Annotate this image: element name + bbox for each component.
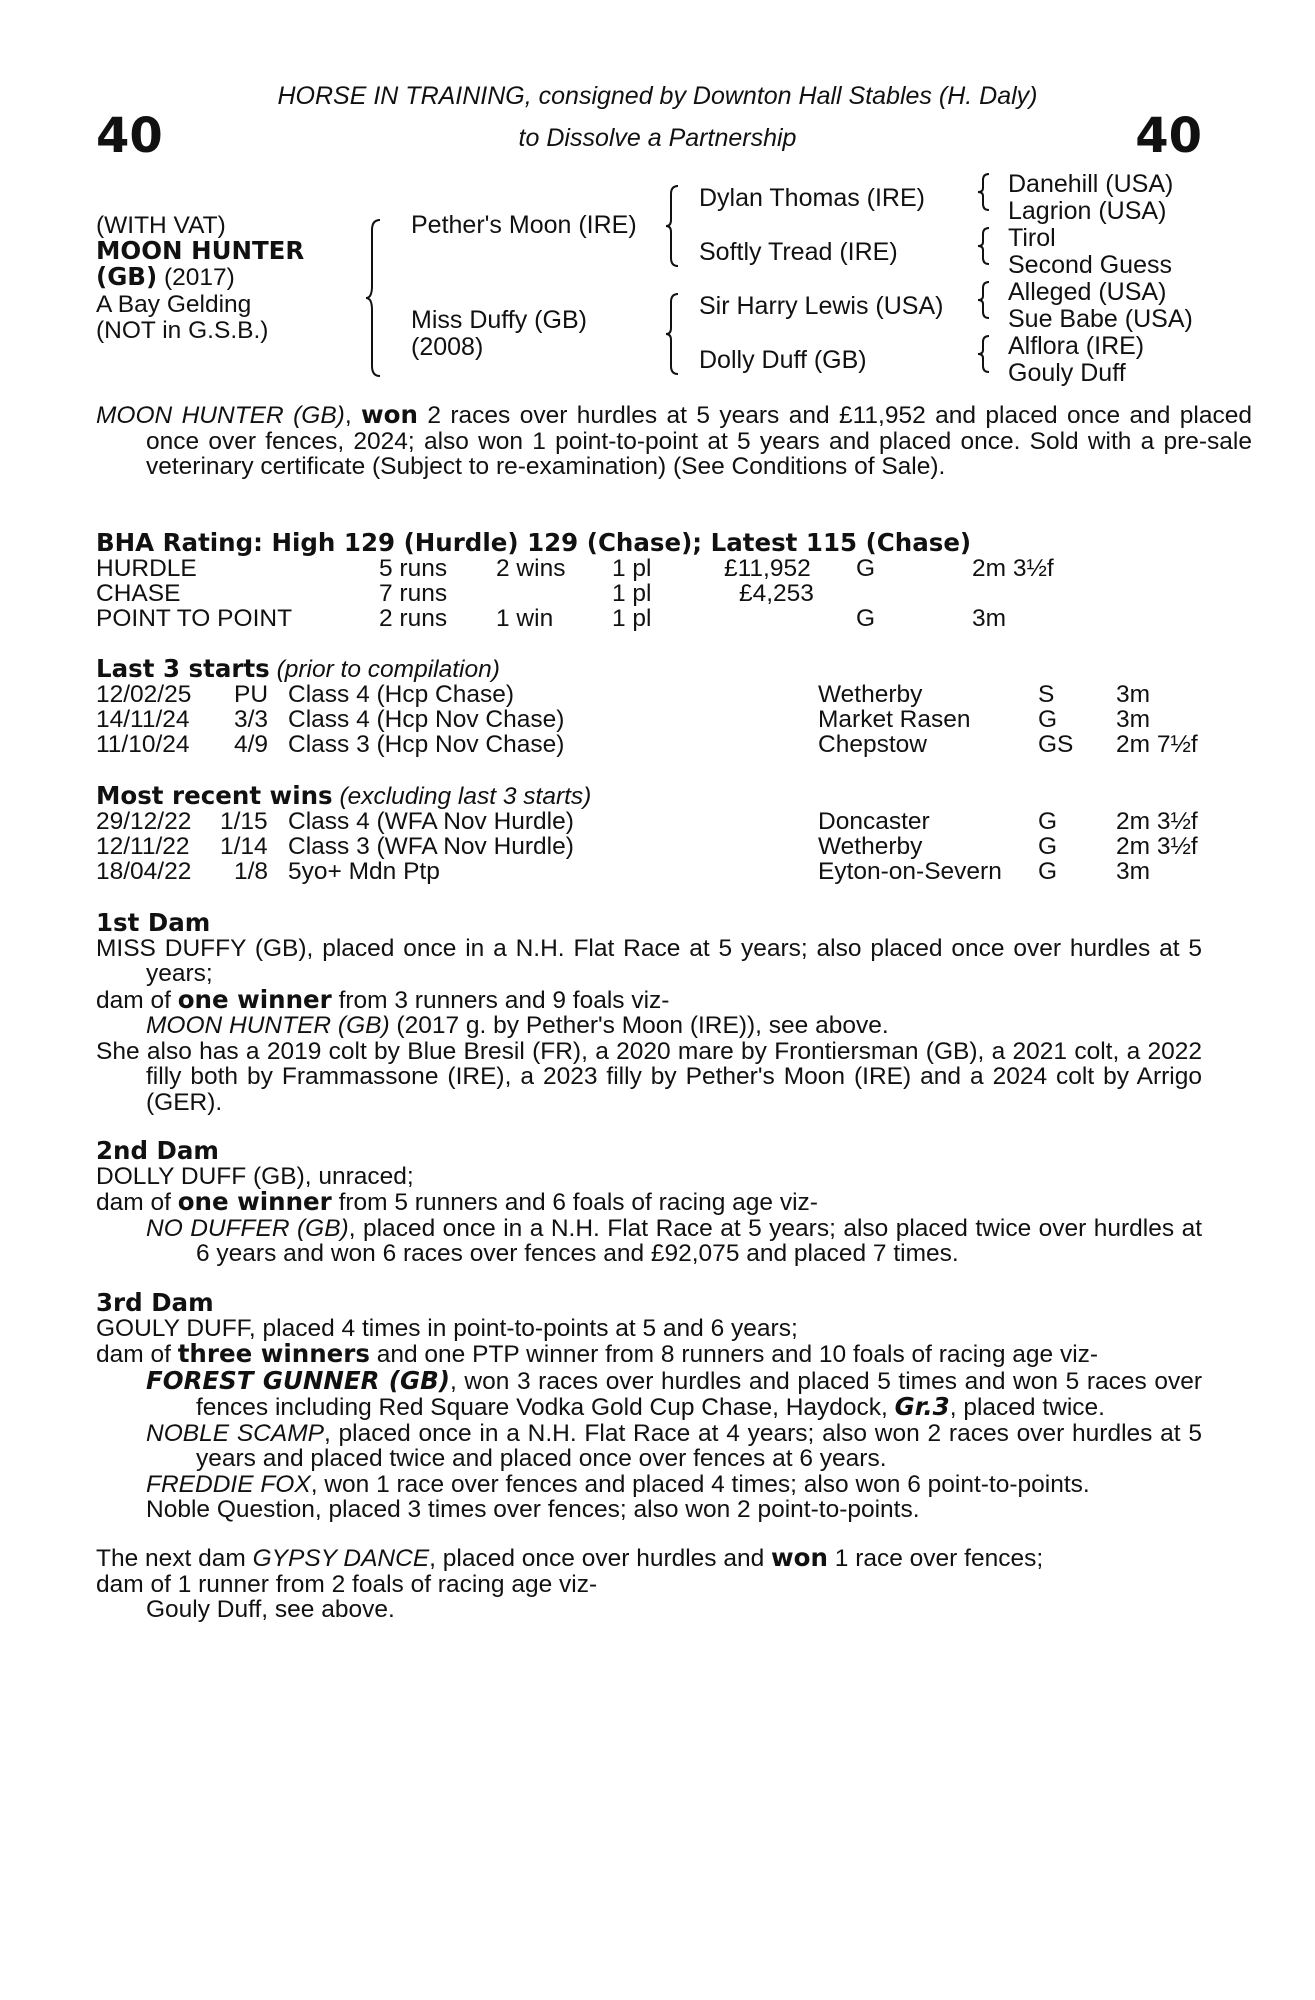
gg-3: Tirol bbox=[1008, 224, 1056, 252]
pedigree-brace-sire bbox=[666, 184, 682, 268]
progeny-text: , placed once in a N.H. Flat Race at 5 years; also placed twice over hurdles at 6 years and won 6 races over fences and £92,075 and placed 7 times. bbox=[196, 1214, 1203, 1267]
third-dam-of-a: dam of bbox=[96, 1341, 178, 1368]
progeny-name: FREDDIE FOX bbox=[146, 1470, 311, 1498]
rating-placed: 1 pl bbox=[612, 555, 652, 582]
rating-runs: 2 runs bbox=[379, 605, 448, 632]
gg-2: Lagrion (USA) bbox=[1008, 197, 1167, 225]
win-position: 1/14 bbox=[220, 833, 268, 860]
rating-placed: 1 pl bbox=[612, 580, 652, 607]
progeny-text: , won 3 races over hurdles and placed 5 times and won 5 races over fences including Red Square Vodka Gold Cup Chase, Haydock, bbox=[196, 1367, 1203, 1421]
third-dam-of-c: and one PTP winner from 8 runners and 10 foals of racing age viz- bbox=[369, 1341, 1099, 1368]
pedigree-brace-g1 bbox=[978, 172, 992, 212]
rating-prize: £4,253 bbox=[739, 580, 814, 607]
start-date: 11/10/24 bbox=[96, 731, 190, 758]
start-race: Class 3 (Hcp Nov Chase) bbox=[288, 731, 565, 758]
pedigree-brace-dam bbox=[666, 292, 682, 376]
second-dam-progeny bbox=[96, 1216, 1202, 1267]
next-dam-b: , placed once over hurdles and bbox=[429, 1545, 772, 1572]
rating-going: G bbox=[856, 605, 876, 632]
progeny-text: , won 1 race over fences and placed 4 times; also won 6 point-to-points. bbox=[310, 1470, 1090, 1498]
second-dam-title: 2nd Dam bbox=[96, 1136, 219, 1165]
rating-placed: 1 pl bbox=[612, 605, 652, 632]
third-dam-title: 3rd Dam bbox=[96, 1288, 214, 1317]
gg-6: Sue Babe (USA) bbox=[1008, 305, 1193, 333]
lot-number-right: 40 bbox=[1135, 108, 1202, 164]
first-dam-also: She also has a 2019 colt by Blue Bresil (FR), a 2020 mare by Frontiersman (GB), a 2021 colt, a 2022 filly both by Frammassone (IRE), a 2023 filly by Pether's Moon (IRE) and a 2024 colt by Arrigo (GER). bbox=[96, 1037, 1202, 1116]
next-dam-a: The next dam bbox=[96, 1545, 253, 1572]
start-distance: 2m 7½f bbox=[1116, 731, 1198, 758]
second-dam-of-c: from 5 runners and 6 foals of racing age viz- bbox=[331, 1189, 818, 1216]
start-position: PU bbox=[234, 681, 269, 708]
rating-type: CHASE bbox=[96, 580, 181, 607]
rating-going: G bbox=[856, 555, 876, 582]
first-dam-section bbox=[96, 910, 1202, 1115]
gg-4: Second Guess bbox=[1008, 251, 1172, 279]
win-course: Eyton-on-Severn bbox=[818, 858, 1002, 885]
dam-year: (2008) bbox=[411, 333, 484, 361]
start-date: 12/02/25 bbox=[96, 681, 192, 708]
next-dam-name: GYPSY DANCE bbox=[252, 1545, 430, 1572]
first-dam-title: 1st Dam bbox=[96, 908, 211, 937]
win-course: Wetherby bbox=[818, 833, 923, 860]
gg-1: Danehill (USA) bbox=[1008, 170, 1174, 198]
start-distance: 3m bbox=[1116, 706, 1151, 733]
gg-7: Alflora (IRE) bbox=[1008, 332, 1145, 360]
summary-text: 2 races over hurdles at 5 years and £11,952 and placed once and placed once over fences, 2024; also won 1 point-to-point at 5 years and placed once. Sold with a pre-sale veterinary certificate (Subject to re-examination) (See Conditions of Sale). bbox=[146, 402, 1253, 480]
rating-wins: 2 wins bbox=[496, 555, 566, 582]
win-distance: 2m 3½f bbox=[1116, 808, 1198, 835]
second-dam-produce bbox=[96, 1189, 1202, 1216]
sire: Pether's Moon (IRE) bbox=[411, 211, 637, 239]
first-dam-of-c: from 3 runners and 9 foals viz- bbox=[331, 986, 670, 1014]
rating-distance: 2m 3½f bbox=[972, 555, 1054, 582]
last3-note: (prior to compilation) bbox=[276, 656, 500, 683]
pedigree-brace-g3 bbox=[978, 280, 992, 320]
progeny-noble-scamp bbox=[96, 1421, 1202, 1472]
first-dam-winners: one winner bbox=[177, 984, 332, 1014]
progeny-name: NOBLE SCAMP bbox=[146, 1419, 324, 1447]
start-position: 4/9 bbox=[234, 731, 269, 758]
race-summary: MOON HUNTER (GB), won 2 races over hurdles at 5 years and £11,952 and placed once and placed once over fences, 2024; also won 1 point-to-point at 5 years and placed once. Sold with a pre-sale veterinary certificate (Subject to re-examination) (See Conditions of Sale). bbox=[96, 400, 1253, 480]
third-dam-section bbox=[96, 1290, 1202, 1523]
start-distance: 3m bbox=[1116, 681, 1151, 708]
grade-badge: Gr.3 bbox=[894, 1392, 950, 1421]
win-distance: 3m bbox=[1116, 858, 1151, 885]
progeny-text: , placed once in a N.H. Flat Race at 4 years; also won 2 races over hurdles at 5 years and placed twice and placed once over fences at 6 years. bbox=[196, 1419, 1202, 1472]
rating-distance: 3m bbox=[972, 605, 1007, 632]
next-dam-produce: dam of 1 runner from 2 foals of racing age viz- bbox=[96, 1570, 598, 1598]
win-date: 18/04/22 bbox=[96, 858, 192, 885]
second-dam-winners: one winner bbox=[177, 1187, 332, 1216]
gg-5: Alleged (USA) bbox=[1008, 278, 1167, 306]
win-course: Doncaster bbox=[818, 808, 930, 835]
third-dam-winners: three winners bbox=[177, 1339, 370, 1368]
start-date: 14/11/24 bbox=[96, 706, 190, 733]
rating-runs: 7 runs bbox=[379, 580, 448, 607]
second-dam-record: DOLLY DUFF (GB), unraced; bbox=[96, 1162, 414, 1190]
pedigree-brace-g2 bbox=[978, 226, 992, 266]
rating-type: HURDLE bbox=[96, 555, 197, 582]
vat-note: (WITH VAT) bbox=[96, 212, 226, 239]
bha-rating-title: BHA Rating: High 129 (Hurdle) 129 (Chase); Latest 115 (Chase) bbox=[96, 528, 972, 557]
win-going: G bbox=[1038, 858, 1058, 885]
rating-type: POINT TO POINT bbox=[96, 605, 293, 632]
third-dam-record: GOULY DUFF, placed 4 times in point-to-points at 5 and 6 years; bbox=[96, 1314, 798, 1342]
progeny-name: FOREST GUNNER (GB) bbox=[146, 1365, 450, 1395]
start-race: Class 4 (Hcp Chase) bbox=[288, 681, 515, 708]
start-race: Class 4 (Hcp Nov Chase) bbox=[288, 706, 565, 733]
gg-8: Gouly Duff bbox=[1008, 359, 1126, 387]
header-consignor: HORSE IN TRAINING, consigned by Downton Hall Stables (H. Daly) bbox=[277, 82, 1038, 110]
summary-horse-name: MOON HUNTER (GB) bbox=[96, 402, 345, 429]
rating-prize: £11,952 bbox=[724, 555, 811, 582]
horse-suffix: (GB) bbox=[96, 262, 158, 291]
sire-dam: Softly Tread (IRE) bbox=[699, 238, 898, 266]
progeny-freddie-fox bbox=[96, 1472, 1202, 1498]
win-distance: 2m 3½f bbox=[1116, 833, 1198, 860]
pedigree-brace-main bbox=[366, 218, 386, 378]
start-going: S bbox=[1038, 681, 1055, 708]
win-race: 5yo+ Mdn Ptp bbox=[288, 858, 440, 885]
first-dam-produce bbox=[96, 984, 1202, 1014]
win-race: Class 3 (WFA Nov Hurdle) bbox=[288, 833, 574, 860]
horse-year: (2017) bbox=[164, 264, 235, 291]
win-going: G bbox=[1038, 808, 1058, 835]
start-going: GS bbox=[1038, 731, 1074, 758]
start-course: Chepstow bbox=[818, 731, 927, 758]
rating-wins: 1 win bbox=[496, 605, 554, 632]
dam-sire: Sir Harry Lewis (USA) bbox=[699, 292, 944, 320]
header-reason: to Dissolve a Partnership bbox=[518, 124, 797, 152]
dam: Miss Duffy (GB) bbox=[411, 306, 587, 334]
last3-title: Last 3 starts bbox=[96, 654, 270, 683]
start-course: Market Rasen bbox=[818, 706, 971, 733]
win-date: 12/11/22 bbox=[96, 833, 190, 860]
next-dam-record bbox=[96, 1545, 1202, 1572]
sire-sire: Dylan Thomas (IRE) bbox=[699, 184, 925, 212]
recent-wins-heading bbox=[96, 783, 591, 810]
first-dam-of-a: dam of bbox=[96, 986, 178, 1014]
start-position: 3/3 bbox=[234, 706, 269, 733]
next-dam-progeny: Gouly Duff, see above. bbox=[146, 1596, 395, 1623]
recent-wins-note: (excluding last 3 starts) bbox=[339, 783, 592, 810]
next-dam-won: won bbox=[771, 1543, 828, 1572]
second-dam-of-a: dam of bbox=[96, 1189, 178, 1216]
win-race: Class 4 (WFA Nov Hurdle) bbox=[288, 808, 574, 835]
horse-name: MOON HUNTER bbox=[96, 236, 305, 265]
rating-runs: 5 runs bbox=[379, 555, 448, 582]
progeny-noble-question: Noble Question, placed 3 times over fences; also won 2 point-to-points. bbox=[146, 1496, 920, 1523]
recent-wins-title: Most recent wins bbox=[96, 781, 333, 810]
win-position: 1/15 bbox=[220, 808, 268, 835]
next-dam-section bbox=[96, 1545, 1202, 1623]
win-position: 1/8 bbox=[234, 858, 269, 885]
next-dam-c: 1 race over fences; bbox=[827, 1545, 1044, 1572]
progeny-end: , placed twice. bbox=[949, 1394, 1105, 1421]
last3-heading bbox=[96, 656, 500, 683]
lot-number-left: 40 bbox=[96, 108, 163, 164]
second-dam-section bbox=[96, 1138, 1202, 1267]
progeny-text: (2017 g. by Pether's Moon (IRE)), see above. bbox=[389, 1012, 889, 1039]
progeny-name: NO DUFFER (GB) bbox=[146, 1214, 349, 1242]
horse-origin-year bbox=[96, 264, 235, 291]
dam-dam: Dolly Duff (GB) bbox=[699, 346, 867, 374]
gsb-note: (NOT in G.S.B.) bbox=[96, 317, 269, 344]
win-date: 29/12/22 bbox=[96, 808, 192, 835]
third-dam-produce bbox=[96, 1341, 1202, 1368]
progeny-forest-gunner bbox=[96, 1365, 1203, 1421]
start-course: Wetherby bbox=[818, 681, 923, 708]
first-dam-progeny bbox=[96, 1013, 1202, 1039]
start-going: G bbox=[1038, 706, 1058, 733]
horse-description: A Bay Gelding bbox=[96, 291, 252, 318]
summary-won: won bbox=[361, 400, 418, 429]
progeny-name: MOON HUNTER (GB) bbox=[146, 1012, 390, 1039]
pedigree-brace-g4 bbox=[978, 334, 992, 374]
win-going: G bbox=[1038, 833, 1058, 860]
first-dam-record: MISS DUFFY (GB), placed once in a N.H. Flat Race at 5 years; also placed once over hurdles at 5 years; bbox=[96, 934, 1202, 987]
